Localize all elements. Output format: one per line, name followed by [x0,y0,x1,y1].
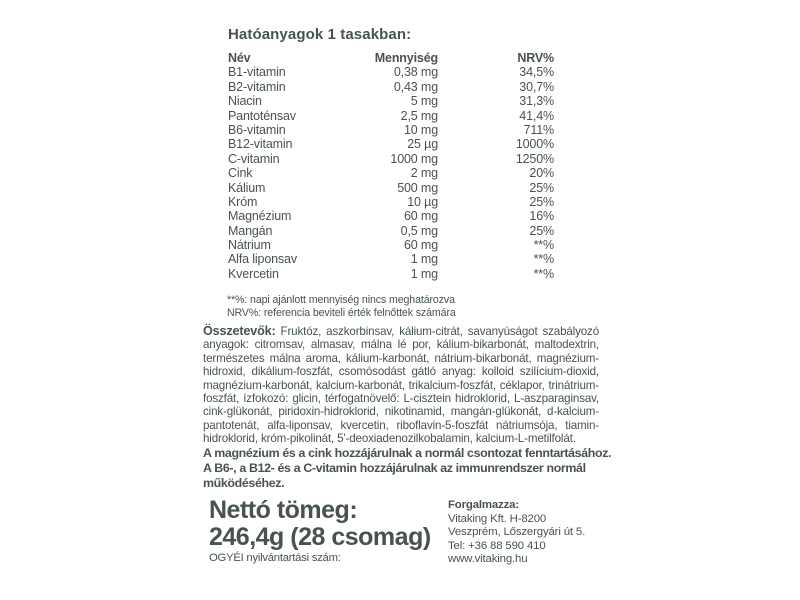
row-amount: 2,5 mg [400,108,438,123]
row-amount: 1000 mg [390,151,438,166]
table-row [228,152,554,166]
row-name: Cink [228,166,253,181]
nutrition-table [228,51,554,281]
nutrition-table-body [228,65,554,281]
row-name: Kvercetin [228,266,279,281]
row-nrv: 41,4% [519,108,554,123]
ingredients-text: Fruktóz, aszkorbinsav, kálium-citrát, savanyúságot szabályozó anyagok: citromsav, almasav, málna lé por, kálium-bikarbonát, maltodextrin, természetes málna aroma, kálium-karbonát, nátrium-bikarbonát, magnézium-hidroxid, dikálium-foszfát, csomósodást gátló anyag: kolloid szilícium-dioxid, magnézium-karbonát, kalcium-karbonát, trikalcium-foszfát, céklapor, trinátrium-foszfát, ízfokozó: glicin, térfogatnövelő: L-cisztein hidroklorid, L-aszparaginsav, cink-glükonát, piridoxin-hidroklorid, nikotinamid, mangán-glükonát, d-kalcium-pantotenát, alfa-liponsav, kvercetin, riboflavin-5-foszfát nátriumsója, tiamin-hidroklorid, króm-pikolinát, 5'-deoxiadenozilkobalamin, kalcium-L-metilfolát. [203,325,599,446]
footnotes [227,294,456,320]
row-name: Króm [228,194,258,209]
net-weight-value: 246,4g (28 csomag) [209,523,431,551]
row-amount: 1 mg [410,266,438,281]
distributor-phone-line: Tel: +36 88 590 410 [448,539,546,552]
table-row [228,109,554,123]
net-weight-block [209,497,431,551]
distributor-block [448,499,585,567]
row-name: B6-vitamin [228,122,286,137]
ingredients-paragraph [203,325,599,446]
net-weight-label: Nettó tömeg: [209,496,358,524]
claim-line: A B6-, a B12- és a C-vitamin hozzájárulnak az immunrendszer normál [203,461,586,476]
row-nrv: 25% [529,223,554,238]
table-row [228,252,554,266]
table-row [228,80,554,94]
table-row [228,65,554,79]
row-amount: 60 mg [404,209,438,224]
row-amount: 2 mg [410,166,438,181]
row-amount: 5 mg [410,94,438,109]
row-nrv: 1000% [515,137,554,152]
table-header-row [228,51,554,65]
table-row [228,94,554,108]
row-name: Kálium [228,180,266,195]
row-amount: 0,5 mg [400,223,438,238]
header-amount: Mennyiség [374,51,438,65]
row-name: Nátrium [228,238,271,253]
row-name: B1-vitamin [228,65,286,80]
row-name: C-vitamin [228,151,280,166]
row-nrv: 25% [529,194,554,209]
footnote-no-nrv: **%: napi ajánlott mennyiség nincs meghatározva [227,294,455,306]
table-row [228,137,554,151]
row-nrv: **% [533,252,554,267]
row-name: Mangán [228,223,273,238]
row-amount: 0,43 mg [393,79,438,94]
row-amount: 500 mg [397,180,438,195]
registration-number-label: OGYÉI nyilvántartási szám: [209,552,341,564]
row-nrv: **% [533,266,554,281]
row-name: B12-vitamin [228,137,293,152]
distributor-website-line: www.vitaking.hu [448,553,528,565]
row-amount: 25 µg [407,137,438,152]
row-nrv: **% [533,238,554,253]
row-amount: 1 mg [410,252,438,267]
claim-line: A magnézium és a cink hozzájárulnak a normál csontozat fenntartásához. [203,446,612,460]
table-row [228,181,554,195]
footnote-nrv-definition: NRV%: referencia beviteli érték felnőttek számára [227,307,456,319]
label-title: Hatóanyagok 1 tasakban: [228,26,412,43]
row-amount: 0,38 mg [393,65,438,80]
row-name: B2-vitamin [228,79,286,94]
row-amount: 10 mg [404,122,438,137]
claim-line: működéséhez. [203,476,285,491]
header-name: Név [228,51,251,65]
claims-paragraph [203,446,611,492]
row-nrv: 25% [529,180,554,195]
row-amount: 10 µg [407,194,438,209]
distributor-company-line: Vitaking Kft. H-8200 [448,512,547,525]
table-row [228,267,554,281]
row-name: Niacin [228,94,262,109]
row-amount: 60 mg [404,238,438,253]
row-nrv: 34,5% [519,65,554,80]
row-nrv: 30,7% [519,79,554,94]
header-nrv: NRV% [517,51,554,65]
row-name: Pantoténsav [228,108,296,123]
table-row [228,195,554,209]
distributor-label: Forgalmazza: [448,499,519,511]
ingredients-label: Összetevők: [203,324,276,338]
distributor-address-line: Veszprém, Lőszergyári út 5. [448,526,586,538]
table-row [228,123,554,137]
table-row [228,209,554,223]
row-name: Alfa liponsav [228,252,297,267]
row-nrv: 31,3% [519,94,554,109]
table-row [228,238,554,252]
table-row [228,166,554,180]
row-nrv: 20% [529,166,554,181]
row-nrv: 1250% [515,151,554,166]
table-row [228,224,554,238]
row-nrv: 711% [523,122,554,137]
row-nrv: 16% [529,209,554,224]
row-name: Magnézium [228,209,292,224]
